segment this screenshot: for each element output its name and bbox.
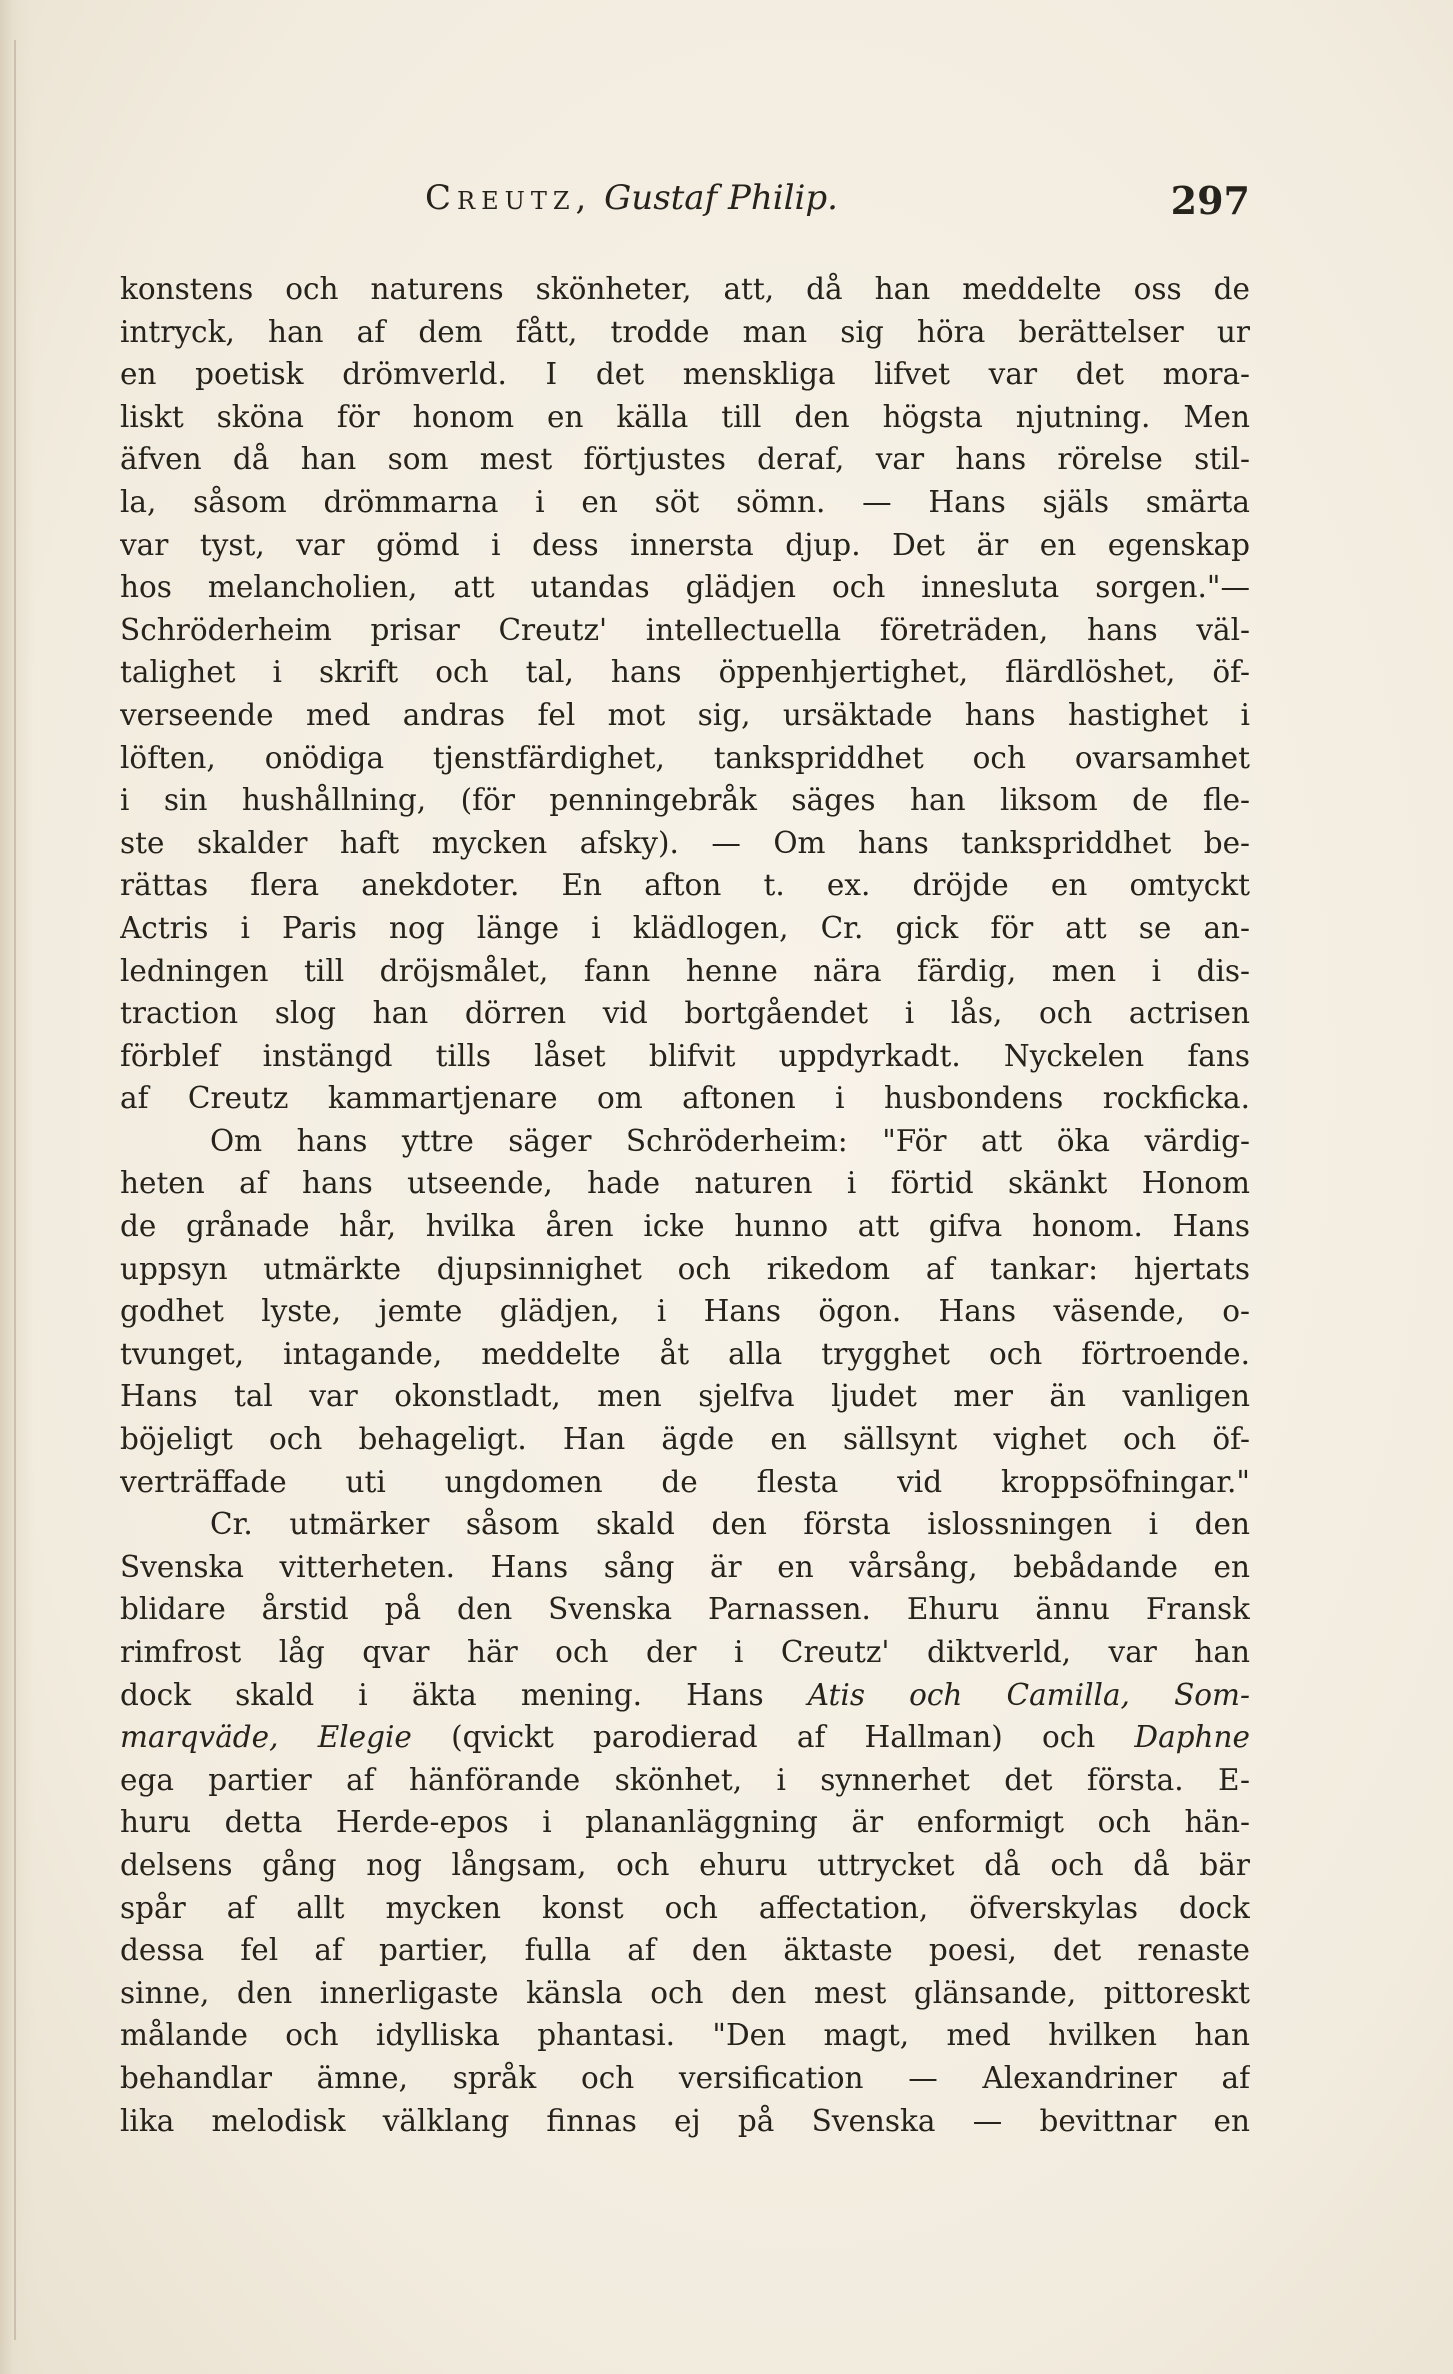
text-line (120, 438, 1250, 481)
text-line (120, 1035, 1250, 1078)
text-run: verträffade uti ungdomen de flesta vid kroppsöfningar." (120, 1464, 1250, 1499)
text-line (120, 822, 1250, 865)
text-run: verseende med andras fel mot sig, ursäktade hans hastighet i (120, 697, 1250, 732)
text-run: Schröderheim prisar Creutz' intellectuella företräden, hans väl- (120, 612, 1250, 647)
text-line (120, 1887, 1250, 1930)
text-run: tvunget, intagande, meddelte åt alla trygghet och förtroende. (120, 1336, 1250, 1371)
text-line (120, 992, 1250, 1035)
text-run: la, såsom drömmarna i en söt sömn. — Hans själs smärta (120, 484, 1250, 519)
text-run: liskt sköna för honom en källa till den högsta njutning. Men (120, 399, 1250, 434)
text-run: var tyst, var gömd i dess innersta djup. Det är en egenskap (120, 527, 1250, 562)
text-run: dock skald i äkta mening. Hans (120, 1677, 764, 1712)
text-line (120, 779, 1250, 822)
text-run: konstens och naturens skönheter, att, då han meddelte oss de (120, 272, 1250, 306)
text-run: förblef instängd tills låset blifvit uppdyrkadt. Nyckelen fans (120, 1038, 1250, 1073)
text-line (120, 907, 1250, 950)
text-run: rättas flera anekdoter. En afton t. ex. dröjde en omtyckt (120, 868, 1250, 903)
text-line (120, 1375, 1250, 1418)
page-number: 297 (1170, 178, 1250, 223)
text-line (120, 737, 1250, 780)
text-run: äfven då han som mest förtjustes deraf, var hans rörelse stil- (120, 442, 1250, 477)
text-run: traction slog han dörren vid bortgåendet i lås, och actrisen (120, 996, 1250, 1031)
text-line (120, 1077, 1250, 1120)
text-line (120, 2100, 1250, 2143)
text-run: heten af hans utseende, hade naturen i förtid skänkt Honom (120, 1166, 1250, 1201)
text-run: de grånade hår, hvilka åren icke hunno att gifva honom. Hans (120, 1209, 1250, 1244)
text-run: sinne, den innerligaste känsla och den mest glänsande, pittoreskt (120, 1975, 1250, 2010)
text-line (120, 1503, 1250, 1546)
text-line (120, 1120, 1250, 1163)
text-run: intryck, han af dem fått, trodde man sig höra berättelser ur (120, 314, 1250, 349)
text-run: hos melancholien, att utandas glädjen och innesluta sorgen."— (120, 570, 1250, 605)
text-run: Om hans yttre säger Schröderheim: "För att öka värdig- (210, 1123, 1250, 1158)
text-line (120, 1588, 1250, 1631)
running-head-author: Creutz, (425, 178, 593, 218)
text-run: uppsyn utmärkte djupsinnighet och rikedom af tankar: hjertats (120, 1251, 1250, 1286)
text-line (120, 396, 1250, 439)
text-run: delsens gång nog långsam, och ehuru uttrycket då och då bär (120, 1847, 1250, 1882)
text-run: målande och idylliska phantasi. "Den magt, med hvilken han (120, 2018, 1250, 2053)
text-line (120, 609, 1250, 652)
text-line (120, 353, 1250, 396)
running-head-title (425, 178, 838, 218)
text-run: ste skalder haft mycken afsky). — Om hans tankspriddhet be- (120, 825, 1250, 860)
text-line (120, 524, 1250, 567)
text-run: en poetisk drömverld. I det menskliga lifvet var det mora- (120, 357, 1250, 392)
text-line (120, 1801, 1250, 1844)
italic-title: Daphne (1134, 1720, 1250, 1755)
text-line (120, 651, 1250, 694)
text-run: Svenska vitterheten. Hans sång är en vårsång, bebådande en (120, 1549, 1250, 1584)
text-run: rimfrost låg qvar här och der i Creutz' diktverld, var han (120, 1635, 1250, 1669)
text-line (120, 1929, 1250, 1972)
text-line (120, 2014, 1250, 2057)
text-run: dessa fel af partier, fulla af den äktaste poesi, det renaste (120, 1933, 1250, 1968)
text-line (120, 311, 1250, 354)
text-run: löften, onödiga tjenstfärdighet, tankspriddhet och ovarsamhet (120, 740, 1250, 775)
text-line (120, 950, 1250, 993)
text-line (120, 1333, 1250, 1376)
text-line (120, 1759, 1250, 1802)
text-run: (qvickt parodierad af Hallman) och (411, 1720, 1135, 1755)
text-line (120, 1290, 1250, 1333)
text-line (120, 694, 1250, 737)
text-run: Cr. utmärker såsom skald den första islossningen i den (210, 1507, 1250, 1542)
text-line (120, 1162, 1250, 1205)
text-run: spår af allt mycken konst och affectation, öfverskylas dock (120, 1890, 1250, 1925)
text-line (120, 1674, 1250, 1717)
text-run: ledningen till dröjsmålet, fann henne nära färdig, men i dis- (120, 953, 1250, 988)
text-run: huru detta Herde-epos i plananläggning är enformigt och hän- (120, 1805, 1250, 1840)
text-line (120, 481, 1250, 524)
running-head (120, 178, 1250, 238)
text-run: Actris i Paris nog länge i klädlogen, Cr. gick för att se an- (120, 910, 1250, 945)
page-binding-edge (0, 0, 34, 2374)
text-line (120, 1972, 1250, 2015)
text-line (120, 268, 1250, 311)
text-run: behandlar ämne, språk och versification — Alexandriner af (120, 2060, 1250, 2095)
text-run: blidare årstid på den Svenska Parnassen. Ehuru ännu Fransk (120, 1592, 1250, 1627)
text-line (120, 1631, 1250, 1674)
text-line (120, 2057, 1250, 2100)
text-run: af Creutz kammartjenare om aftonen i husbondens rockficka. (120, 1081, 1250, 1116)
text-run: ega partier af hänförande skönhet, i synnerhet det första. E- (120, 1762, 1250, 1797)
text-line (120, 1461, 1250, 1504)
text-run: Hans tal var okonstladt, men sjelfva ljudet mer än vanligen (120, 1379, 1250, 1414)
binding-crease (14, 40, 16, 2340)
text-line (120, 566, 1250, 609)
text-line (120, 1248, 1250, 1291)
text-run: i sin hushållning, (för penningebråk säges han liksom de fle- (120, 783, 1250, 818)
body-text (120, 268, 1250, 2142)
text-run: godhet lyste, jemte glädjen, i Hans ögon. Hans väsende, o- (120, 1294, 1250, 1329)
text-run: lika melodisk välklang finnas ej på Svenska — bevittnar en (120, 2103, 1250, 2138)
text-line (120, 1418, 1250, 1461)
text-line (120, 1716, 1250, 1759)
italic-title: Atis och Camilla, Som- (807, 1677, 1250, 1712)
running-head-given-names: Gustaf Philip. (604, 178, 838, 218)
text-line (120, 1844, 1250, 1887)
text-line (120, 864, 1250, 907)
text-run: böjeligt och behageligt. Han ägde en sällsynt vighet och öf- (120, 1422, 1250, 1457)
text-line (120, 1546, 1250, 1589)
italic-title: marqväde, Elegie (120, 1720, 412, 1755)
text-run: talighet i skrift och tal, hans öppenhjertighet, flärdlöshet, öf- (120, 655, 1250, 690)
text-line (120, 1205, 1250, 1248)
